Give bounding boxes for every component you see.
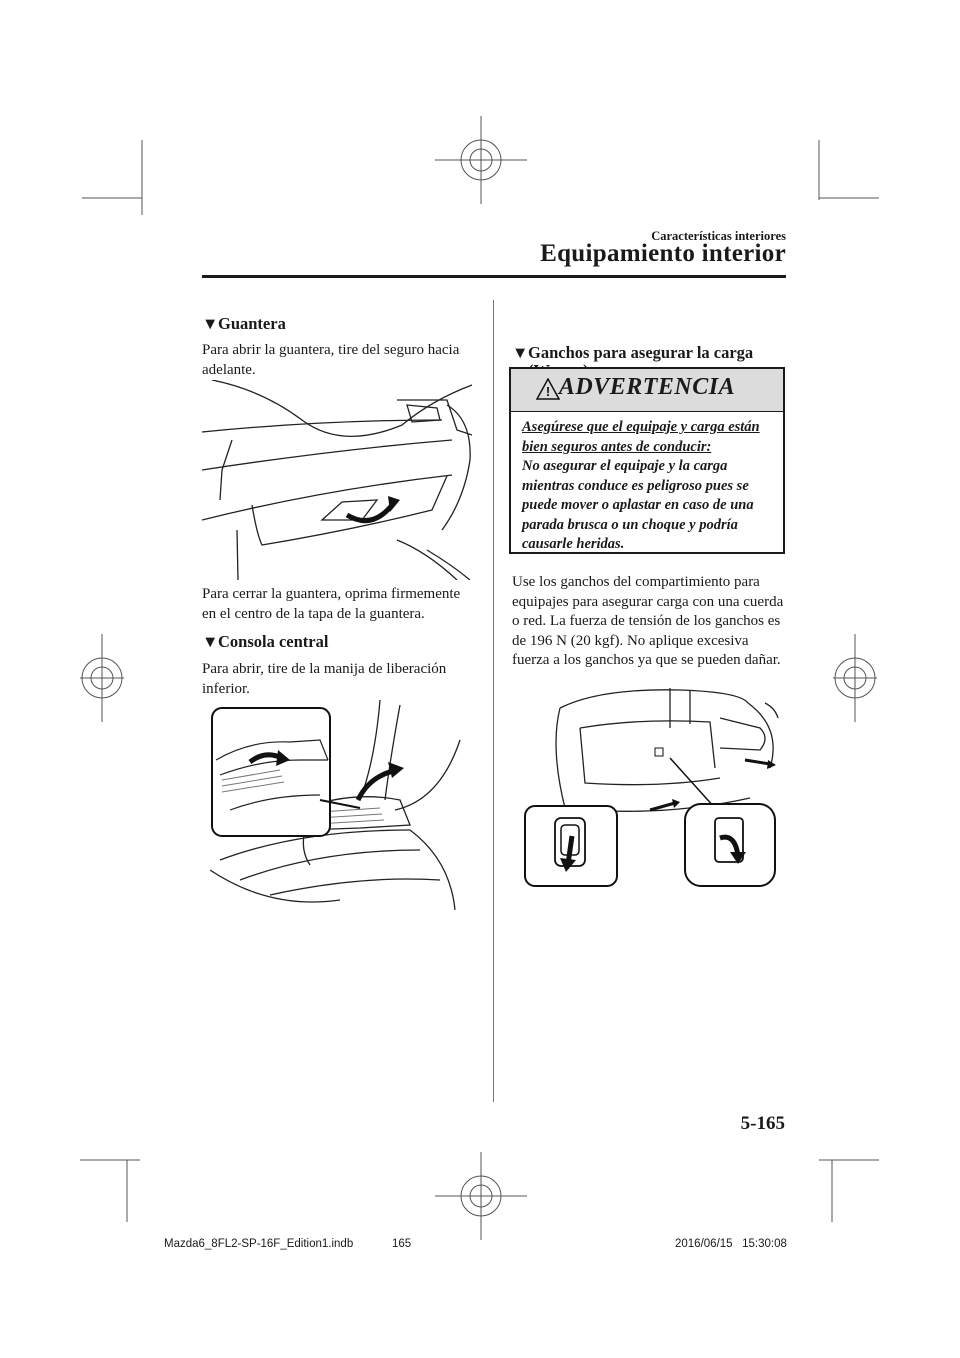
consola-open-text: Para abrir, tire de la manija de liberación inferior. [202,661,447,697]
footer-file: Mazda6_8FL2-SP-16F_Edition1.indb [164,1238,354,1250]
page-number: 5-165 [740,1113,785,1134]
console-illustration [210,700,474,910]
ganchos-heading [512,343,753,363]
glovebox-illustration [202,380,478,580]
warning-sign-glyph: ! [545,384,551,399]
warning-lead: Asegúrese que el equipaje y carga están bien seguros antes de conducir: [522,419,760,455]
cargo-hooks-illustration [520,688,784,888]
header-title: Equipamiento interior [540,240,786,267]
warning-title: ADVERTENCIA [558,374,736,400]
consola-heading-text: Consola central [218,632,329,651]
ganchos-heading-line1: Ganchos para asegurar la carga [528,343,754,362]
triangle-icon: ▼ [202,632,219,651]
guantera-open-text: Para abrir la guantera, tire del seguro hacia adelante. [202,342,460,378]
guantera-close-text: Para cerrar la guantera, oprima firmemente en el centro de la tapa de la guantera. [202,586,461,622]
guantera-heading [202,314,286,334]
triangle-icon: ▼ [512,343,529,362]
header-rule [202,275,786,278]
hooks-text: Use los ganchos del compartimiento para equipajes para asegurar carga con una cuerda o red. La fuerza de tensión de los ganchos es de 196 N (20 kgf). No aplique excesiva fuerza a los ganchos ya que se pueden dañar. [512,574,784,668]
consola-heading [202,632,328,652]
footer-page: 165 [392,1238,412,1250]
header-section: Características interiores [651,229,786,243]
column-divider [493,300,494,1102]
guantera-heading-text: Guantera [218,314,286,333]
footer-datetime: 2016/06/15 15:30:08 [675,1238,787,1250]
warning-text: No asegurar el equipaje y la carga mientras conduce es peligroso pues se puede mover o aplastar en caso de una parada brusca o un choque y podría causarle heridas. [522,458,754,552]
triangle-icon: ▼ [202,314,219,333]
warning-body [522,418,778,555]
